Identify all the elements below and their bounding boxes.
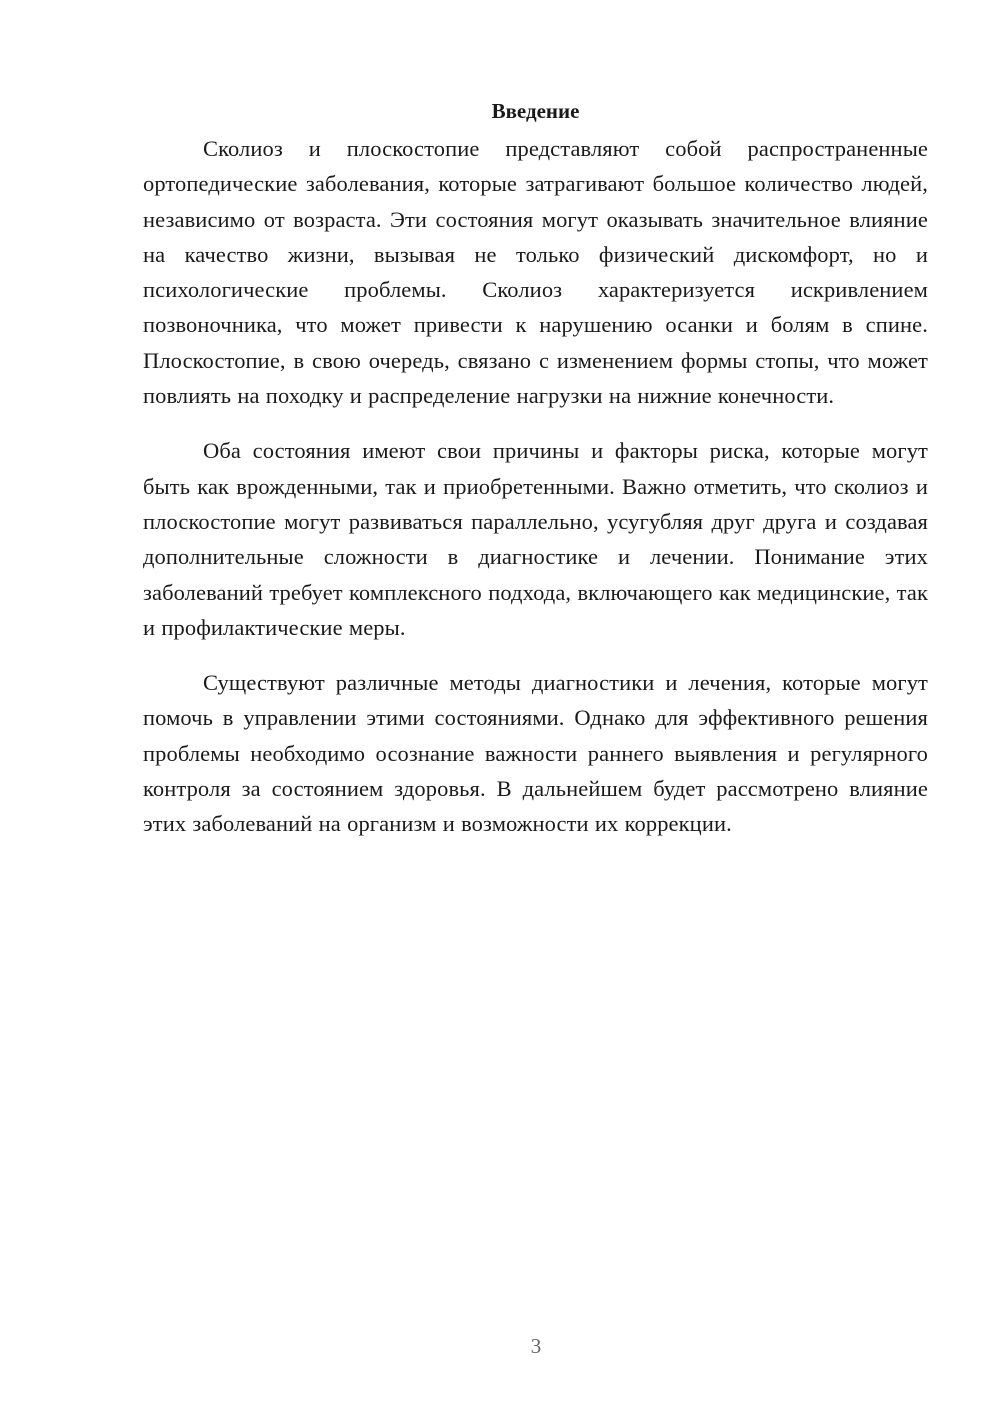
paragraph-2: Оба состояния имеют свои причины и факторы риска, которые могут быть как врожденными, так и приобретенными. Важно отметить, что сколиоз и плоскостопие могут развиваться параллельно, усугубляя друг друга и создавая дополнительные сложности в диагностике и лечении. Понимание этих заболеваний требует комплексного подхода, включающего как медицинские, так и профилактические меры. bbox=[143, 438, 928, 640]
section-heading: Введение bbox=[491, 99, 580, 123]
page-number: 3 bbox=[530, 1334, 542, 1358]
paragraph-3: Существуют различные методы диагностики и лечения, которые могут помочь в управлении этими состояниями. Однако для эффективного решения проблемы необходимо осознание важности раннего выявления и регулярного контроля за состоянием здоровья. В дальнейшем будет рассмотрено влияние этих заболеваний на организм и возможности их коррекции. bbox=[143, 670, 928, 837]
document-body bbox=[143, 96, 928, 862]
paragraph-1: Сколиоз и плоскостопие представляют собой распространенные ортопедические заболевания, которые затрагивают большое количество людей, независимо от возраста. Эти состояния могут оказывать значительное влияние на качество жизни, вызывая не только физический дискомфорт, но и психологические проблемы. Сколиоз характеризуется искривлением позвоночника, что может привести к нарушению осанки и болям в спине. Плоскостопие, в свою очередь, связано с изменением формы стопы, что может повлиять на походку и распределение нагрузки на нижние конечности. bbox=[143, 136, 928, 409]
